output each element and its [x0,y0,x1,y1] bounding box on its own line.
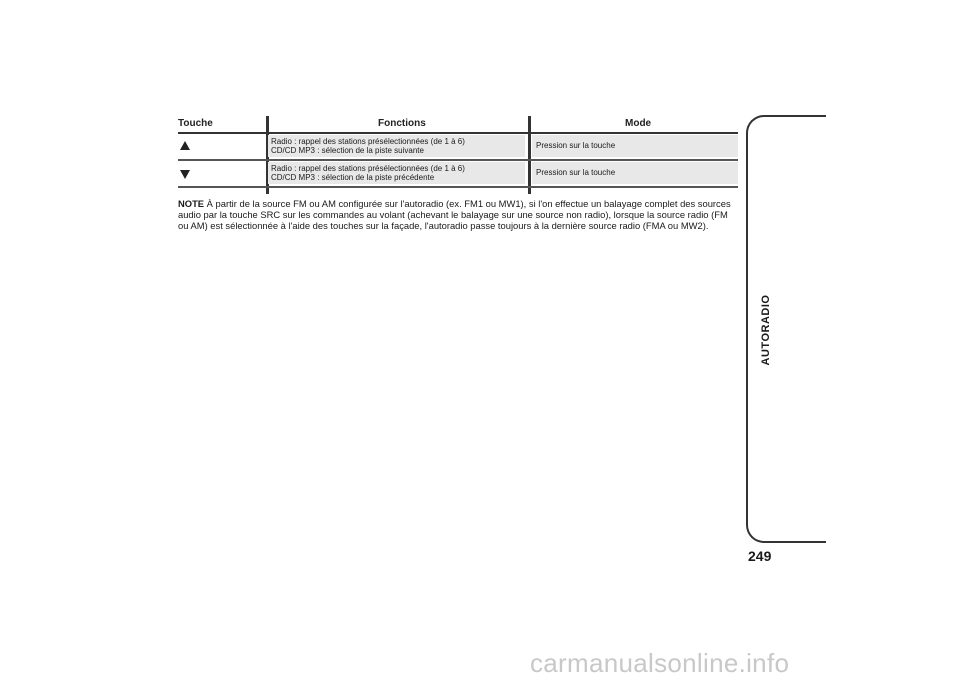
note-text: À partir de la source FM ou AM configurée sur l'autoradio (ex. FM1 ou MW1), si l'on effectue un balayage complet des sources audio par la touche SRC sur les commandes au volant (achevant le balayage sur une source non radio), lorsque la source radio (FM ou AM) est sélectionnée à l'aide des touches sur la façade, l'autoradio passe toujours à la dernière source radio (FMA ou MW2). [178,198,731,231]
watermark: carmanualsonline.info [530,648,790,678]
note-paragraph [178,198,738,231]
down-triangle-icon [180,170,190,179]
table-header [178,116,738,134]
mode-cell: Pression sur la touche [532,135,738,157]
fonctions-line: CD/CD MP3 : sélection de la piste précédente [271,173,435,182]
fonctions-line: CD/CD MP3 : sélection de la piste suivante [271,146,424,155]
note-label: NOTE [178,198,205,209]
fonctions-cell [268,162,525,184]
table-row [178,161,738,188]
functions-table [178,116,738,188]
table-row [178,134,738,161]
page-number: 249 [748,548,772,564]
header-touche: Touche [178,118,213,129]
fonctions-line: Radio : rappel des stations présélectionnées (de 1 à 6) [271,164,465,173]
header-fonctions: Fonctions [378,118,426,129]
chapter-tab [746,115,826,543]
fonctions-cell [268,135,525,157]
fonctions-line: Radio : rappel des stations présélectionnées (de 1 à 6) [271,137,465,146]
header-mode: Mode [625,118,652,129]
mode-cell: Pression sur la touche [532,162,738,184]
chapter-tab-label: AUTORADIO [760,294,772,366]
up-triangle-icon [180,141,190,150]
